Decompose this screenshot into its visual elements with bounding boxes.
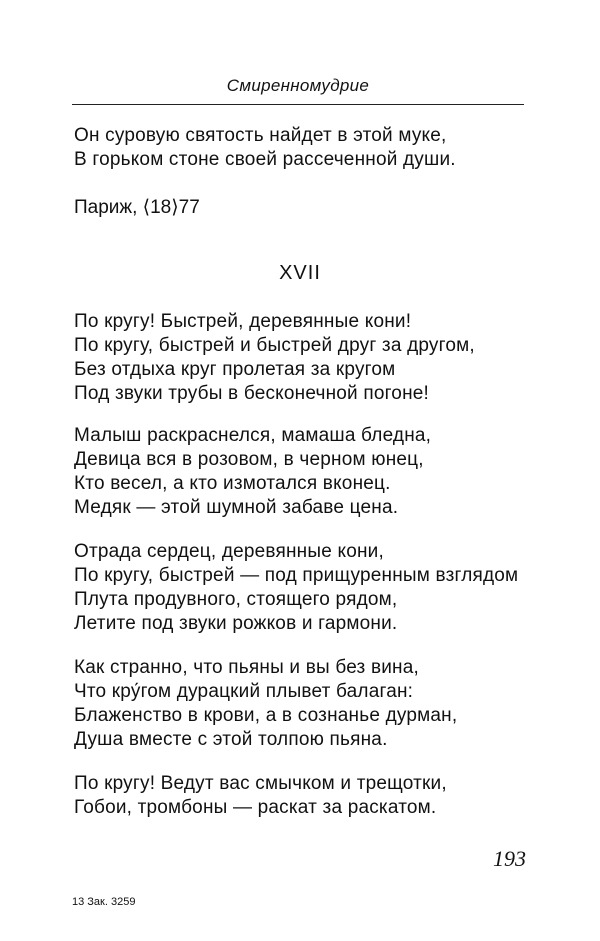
verse-line: По кругу, быстрей — под прищуренным взглядом [74, 565, 519, 586]
verse-line: Как странно, что пьяны и вы без вина, [74, 657, 419, 678]
verse-line: Девица вся в розовом, в черном юнец, [74, 449, 424, 470]
section-number: XVII [279, 262, 321, 284]
header-rule [72, 104, 524, 105]
stanza [74, 310, 475, 406]
verse-line: По кругу! Ведут вас смычком и трещотки, [74, 773, 447, 794]
verse-line: Летите под звуки рожков и гармони. [74, 613, 398, 634]
verse-line: Плута продувного, стоящего рядом, [74, 589, 398, 610]
verse-line: Блаженство в крови, а в сознанье дурман, [74, 705, 458, 726]
stanza [74, 772, 447, 820]
printer-signature: 13 Зак. 3259 [72, 896, 136, 908]
verse-line: Медяк — этой шумной забаве цена. [74, 497, 399, 518]
running-head: Смиренномудрие [226, 76, 370, 95]
stanza [74, 424, 431, 520]
verse-line: Без отдыха круг пролетая за кругом [74, 359, 396, 380]
verse-line: В горьком стоне своей рассеченной души. [74, 149, 456, 170]
verse-line: Кто весел, а кто измотался вконец. [74, 473, 391, 494]
verse-line: Под звуки трубы в бесконечной погоне! [74, 383, 430, 404]
verse-line: Гобои, тромбоны — раскат за раскатом. [74, 797, 437, 818]
verse-line: По кругу, быстрей и быстрей друг за другом, [74, 335, 475, 356]
verse-line: Душа вместе с этой толпою пьяна. [74, 729, 388, 750]
poem-ending [74, 124, 456, 172]
page-number: 193 [493, 846, 526, 871]
verse-line: По кругу! Быстрей, деревянные кони! [74, 311, 412, 332]
verse-line: Что кру́гом дурацкий плывет балаган: [74, 681, 414, 702]
verse-line: Он суровую святость найдет в этой муке, [74, 125, 447, 146]
stanza [74, 540, 518, 636]
stanza [74, 656, 457, 752]
verse-line: Малыш раскраснелся, мамаша бледна, [74, 425, 432, 446]
date-place: Париж, ⟨18⟩77 [74, 197, 200, 218]
verse-line: Отрада сердец, деревянные кони, [74, 541, 384, 562]
